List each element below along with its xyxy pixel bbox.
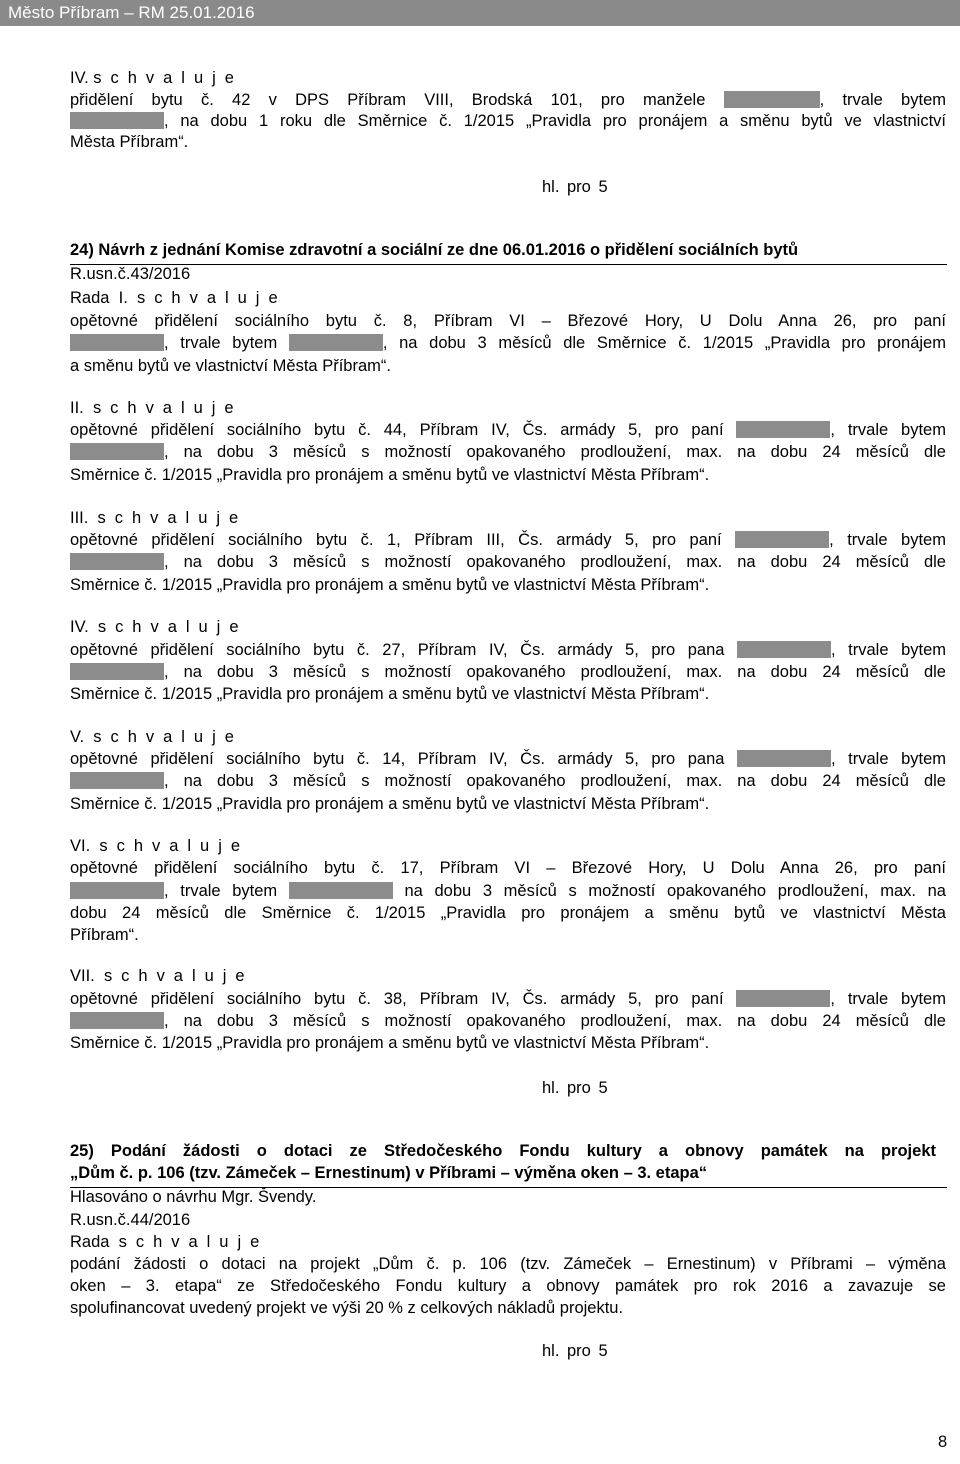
paragraph-line: opětovné přidělení sociálního bytu č. 8, Příbram VI – Březové Hory, U Dolu Anna 26, pro paní	[70, 312, 946, 330]
item-heading: „Dům č. p. 106 (tzv. Zámeček – Ernestinum) v Příbrami – výměna oken – 3. etapa“	[70, 1164, 708, 1182]
paragraph-line: opětovné přidělení sociálního bytu č. 14, Příbram IV, Čs. armády 5, pro pana , trvale bytem	[70, 750, 946, 768]
vote-result: hl. pro 5	[542, 1079, 608, 1097]
section-heading: VII. s c h v a l u j e	[70, 967, 247, 985]
paragraph-line: , na dobu 3 měsíců s možností opakovaného prodloužení, max. na dobu 24 měsíců dle	[70, 662, 946, 682]
redacted-address	[289, 334, 383, 351]
paragraph-line: Města Příbram“.	[70, 133, 189, 151]
section-heading: Rada s c h v a l u j e	[70, 1233, 262, 1251]
paragraph-line: Příbram“.	[70, 926, 139, 944]
paragraph-line: dobu 24 měsíců dle Směrnice č. 1/2015 „Pravidla pro pronájem a směnu bytů ve vlastnictví Města	[70, 904, 946, 922]
paragraph-line: , trvale bytem , na dobu 3 měsíců dle Směrnice č. 1/2015 „Pravidla pro pronájem	[70, 333, 946, 353]
paragraph-line: Směrnice č. 1/2015 „Pravidla pro pronájem a směnu bytů ve vlastnictví Města Příbram“.	[70, 1034, 710, 1052]
paragraph-line: , trvale bytem na dobu 3 měsíců s možností opakovaného prodloužení, max. na	[70, 881, 946, 901]
section-heading: V. s c h v a l u j e	[70, 728, 237, 746]
item-heading: 25) Podání žádosti o dotaci ze Středočeského Fondu kultury a obnovy památek na projekt	[70, 1142, 936, 1160]
section-heading: III. s c h v a l u j e	[70, 509, 241, 527]
redacted-address	[70, 772, 164, 789]
paragraph-line: podání žádosti o dotaci na projekt „Dům č. p. 106 (tzv. Zámeček – Ernestinum) v Příbrami – výměna	[70, 1255, 946, 1273]
redacted-name	[70, 334, 164, 351]
page-number: 8	[938, 1433, 948, 1451]
item-heading: 24) Návrh z jednání Komise zdravotní a sociální ze dne 06.01.2016 o přidělení sociálních bytů	[70, 241, 799, 259]
resolution-number: R.usn.č.44/2016	[70, 1211, 191, 1229]
resolution-number: R.usn.č.43/2016	[70, 265, 191, 283]
redacted-address	[289, 882, 393, 899]
redacted-name	[736, 990, 830, 1007]
redacted-name	[736, 421, 830, 438]
paragraph-line: Směrnice č. 1/2015 „Pravidla pro pronájem a směnu bytů ve vlastnictví Města Příbram“.	[70, 466, 710, 484]
paragraph-line: Směrnice č. 1/2015 „Pravidla pro pronájem a směnu bytů ve vlastnictví Města Příbram“.	[70, 795, 710, 813]
vote-result: hl. pro 5	[542, 178, 608, 196]
redacted-name	[737, 641, 831, 658]
paragraph-line: oken – 3. etapa“ ze Středočeského Fondu kultury a obnovy památek pro rok 2016 a zavazuje se	[70, 1277, 946, 1295]
voting-note: Hlasováno o návrhu Mgr. Švendy.	[70, 1188, 317, 1206]
paragraph-line: Směrnice č. 1/2015 „Pravidla pro pronájem a směnu bytů ve vlastnictví Města Příbram“.	[70, 685, 710, 703]
paragraph-line: , na dobu 3 měsíců s možností opakovaného prodloužení, max. na dobu 24 měsíců dle	[70, 1011, 946, 1031]
paragraph-line: Směrnice č. 1/2015 „Pravidla pro pronájem a směnu bytů ve vlastnictví Města Příbram“.	[70, 576, 710, 594]
redacted-address	[70, 553, 164, 570]
redacted-name	[737, 750, 831, 767]
paragraph-line: opětovné přidělení sociálního bytu č. 1, Příbram III, Čs. armády 5, pro paní , trvale bytem	[70, 531, 946, 549]
heading-underline	[70, 264, 947, 265]
header-title: Město Příbram – RM 25.01.2016	[8, 3, 255, 22]
vote-result: hl. pro 5	[542, 1342, 608, 1360]
paragraph-line: a směnu bytů ve vlastnictví Města Příbram“.	[70, 357, 391, 375]
redacted-address	[70, 112, 164, 129]
paragraph-line: , na dobu 3 měsíců s možností opakovaného prodloužení, max. na dobu 24 měsíců dle	[70, 552, 946, 572]
paragraph-line: , na dobu 1 roku dle Směrnice č. 1/2015 „Pravidla pro pronájem a směnu bytů ve vlastnictví	[70, 111, 946, 131]
section-heading: IV. s c h v a l u j e	[70, 618, 241, 636]
section-heading: Rada I. s c h v a l u j e	[70, 289, 280, 307]
paragraph-line: , na dobu 3 měsíců s možností opakovaného prodloužení, max. na dobu 24 měsíců dle	[70, 442, 946, 462]
redacted-address	[70, 1012, 164, 1029]
section-heading: IV. s c h v a l u j e	[70, 69, 237, 87]
paragraph-line: opětovné přidělení sociálního bytu č. 38, Příbram IV, Čs. armády 5, pro paní , trvale bytem	[70, 990, 946, 1008]
section-heading: II. s c h v a l u j e	[70, 399, 236, 417]
redacted-address	[70, 443, 164, 460]
page-header	[0, 0, 960, 26]
paragraph-line: spolufinancovat uvedený projekt ve výši 20 % z celkových nákladů projektu.	[70, 1299, 624, 1317]
paragraph-line: , na dobu 3 měsíců s možností opakovaného prodloužení, max. na dobu 24 měsíců dle	[70, 771, 946, 791]
section-heading: VI. s c h v a l u j e	[70, 837, 243, 855]
paragraph-line: opětovné přidělení sociálního bytu č. 44, Příbram IV, Čs. armády 5, pro paní , trvale bytem	[70, 421, 946, 439]
paragraph-line: opětovné přidělení sociálního bytu č. 17, Příbram VI – Březové Hory, U Dolu Anna 26, pro paní	[70, 859, 946, 877]
redacted-name	[70, 882, 164, 899]
redacted-address	[70, 663, 164, 680]
paragraph-line: přidělení bytu č. 42 v DPS Příbram VIII, Brodská 101, pro manžele , trvale bytem	[70, 91, 946, 109]
paragraph-line: opětovné přidělení sociálního bytu č. 27, Příbram IV, Čs. armády 5, pro pana , trvale bytem	[70, 641, 946, 659]
redacted-name	[724, 91, 820, 108]
redacted-name	[735, 531, 829, 548]
